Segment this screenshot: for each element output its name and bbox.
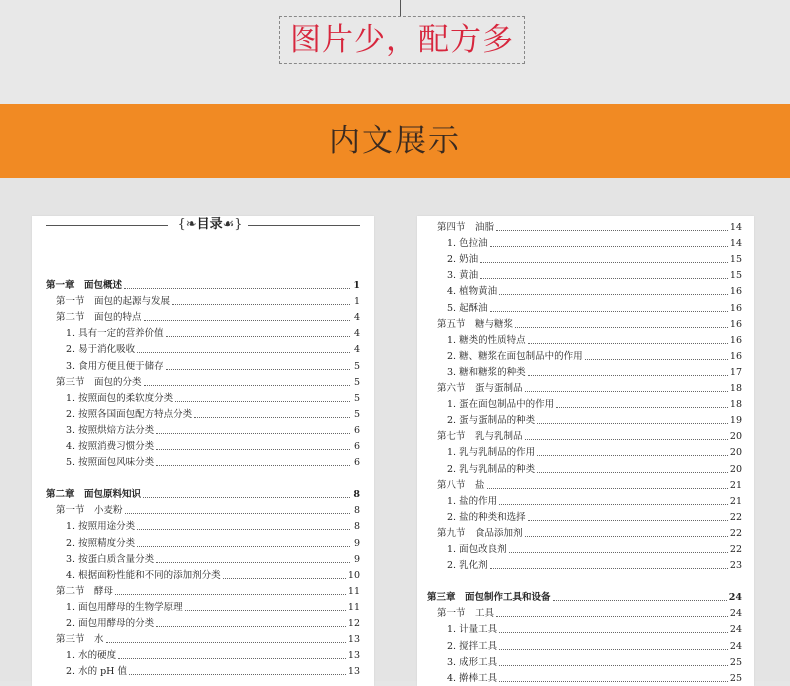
toc-entry-title: 2. 糖、糖浆在面包制品中的作用 [447,350,583,362]
toc-entry-title: 4. 根据面粉性能和不同的添加剂分类 [66,569,221,581]
toc-item [447,543,742,557]
toc-entry-title: 1. 按照用途分类 [66,521,136,533]
toc-page-number: 16 [729,286,742,298]
toc-entry-title: 4. 按照消费习惯分类 [66,441,155,452]
toc-item [66,392,360,406]
toc-leader-dots [175,392,350,402]
toc-item [66,456,360,470]
toc-leader-dots [480,253,728,263]
toc-entry-title: 第五节 糖与糖浆 [437,318,514,330]
toc-page-number: 19 [729,415,742,427]
toc-item [447,237,742,251]
slogan-box: 图片少，配方多 [279,16,525,64]
toc-leader-dots [499,495,728,505]
toc-page-number: 6 [353,424,360,436]
toc-section [437,479,742,493]
toc-page-number: 13 [347,634,360,646]
connector-line [400,0,401,16]
toc-item [447,511,742,525]
toc-chapter [46,279,360,293]
toc-entry-title: 第七节 乳与乳制品 [437,431,523,443]
toc-page-number: 21 [729,479,742,491]
toc-entry-title: 1. 水的硬度 [66,650,117,662]
toc-title [170,216,250,234]
toc-item [66,424,360,438]
toc-item [66,360,360,374]
toc-section [437,527,742,541]
toc-item [66,520,360,534]
toc-leader-dots [499,623,728,633]
toc-leader-dots [115,585,346,595]
toc-item [66,569,360,583]
toc-entry-title: 3. 成形工具 [447,656,498,668]
toc-item [447,463,742,477]
toc-leader-dots [499,672,728,682]
ornament-left-icon: {❧ [177,217,197,232]
toc-entry-title: 2. 奶油 [447,254,479,266]
toc-leader-dots [585,350,728,360]
toc-entry-title: 第三节 面包的分类 [56,376,142,388]
toc-entry-title: 1. 乳与乳制品的作用 [447,447,536,459]
toc-page-number: 5 [353,408,360,420]
toc-entry-title: 5. 起酥油 [447,302,488,314]
toc-entry-title: 1. 糖类的性质特点 [447,334,526,346]
toc-item [66,617,360,631]
toc-page-number: 14 [729,238,742,250]
toc-section [437,221,742,235]
toc-page-number: 8 [353,489,360,501]
toc-page-number: 8 [353,505,360,517]
toc-entry-title: 3. 黄油 [447,270,479,282]
toc-leader-dots [509,543,728,553]
toc-entry-title: 第九节 食品添加剂 [437,527,523,539]
toc-item [447,640,742,654]
toc-entry-title: 2. 易于消化吸收 [66,344,136,356]
toc-page-number: 1 [353,280,360,291]
toc-page-number: 4 [353,312,360,324]
toc-leader-dots [156,617,346,627]
toc-leader-dots [528,334,728,344]
toc-item [447,366,742,380]
toc-page-number: 16 [729,318,742,330]
toc-entry-title: 第三节 水 [56,634,104,646]
toc-page-number: 15 [729,254,742,266]
toc-item [66,327,360,341]
toc-page-number: 6 [353,441,360,452]
toc-item [447,302,742,316]
toc-page-number: 24 [729,640,742,652]
toc-entry-title: 1. 色拉油 [447,238,488,250]
toc-entry-title: 2. 蛋与蛋制品的种类 [447,415,536,427]
toc-page-number: 10 [347,569,360,581]
toc-page-number: 16 [729,334,742,346]
toc-entry-title: 1. 面包改良剂 [447,544,507,555]
toc-leader-dots [537,446,728,456]
toc-leader-dots [137,343,350,353]
toc-entry-title: 第二章 面包原料知识 [46,489,142,501]
toc-section [56,295,360,309]
toc-page-number: 21 [729,495,742,507]
toc-entry-title: 3. 食用方便且便于储存 [66,360,164,372]
toc-page-number: 12 [347,618,360,629]
toc-entry-title: 1. 面包用酵母的生物学原理 [66,601,183,613]
toc-page-number: 4 [353,344,360,356]
toc-page-right [417,216,754,686]
toc-page-left [32,216,374,686]
toc-leader-dots [537,463,728,473]
toc-item [66,440,360,454]
toc-entry-title: 4. 擀棒工具 [447,672,498,684]
toc-entry-title: 2. 乳化剂 [447,560,488,572]
toc-entry-title: 3. 按蛋白质含量分类 [66,553,155,565]
toc-leader-dots [490,302,728,312]
toc-leader-dots [106,633,346,643]
toc-leader-dots [487,479,728,489]
toc-item [447,350,742,364]
toc-page-number: 20 [729,431,742,443]
toc-entry-title: 第二节 酵母 [56,585,114,597]
toc-rule-right [248,225,360,226]
toc-leader-dots [156,424,350,434]
toc-leader-dots [156,456,350,466]
toc-entry-title: 1. 具有一定的营养价值 [66,328,164,340]
toc-leader-dots [144,311,350,321]
toc-section [56,376,360,390]
toc-item [447,414,742,428]
toc-leader-dots [499,285,728,295]
toc-item [447,253,742,267]
toc-item [447,656,742,670]
toc-item [447,285,742,299]
toc-entry-title: 5. 按照面包风味分类 [66,457,155,469]
toc-item [66,665,360,679]
toc-entry-title: 第四节 油脂 [437,222,495,233]
toc-page-number: 11 [347,601,360,613]
toc-section [56,585,360,599]
toc-page-number: 14 [729,222,742,233]
toc-item [447,398,742,412]
toc-leader-dots [490,237,728,247]
toc-leader-dots [490,559,728,569]
toc-entry-title: 第三章 面包制作工具和设备 [427,592,551,604]
toc-section [437,607,742,621]
toc-page-number: 22 [729,544,742,555]
toc-entry-title: 第八节 盐 [437,479,485,491]
toc-entry-title: 1. 盐的作用 [447,495,498,507]
toc-page-number: 17 [729,366,742,378]
toc-leader-dots [125,504,350,514]
toc-leader-dots [144,376,350,386]
toc-section [437,430,742,444]
toc-item [447,446,742,460]
toc-leader-dots [556,398,728,408]
toc-page-number: 16 [729,302,742,314]
toc-item [66,649,360,663]
toc-item [66,601,360,615]
toc-section [56,633,360,647]
toc-page-number: 22 [729,527,742,539]
toc-item [66,553,360,567]
toc-entry-title: 2. 水的 pH 值 [66,666,127,678]
toc-leader-dots [496,607,728,617]
section-banner: 内文展示 [0,104,790,178]
toc-entry-title: 1. 按照面包的柔软度分类 [66,392,174,404]
toc-page-number: 11 [347,585,360,597]
toc-leader-dots [166,327,350,337]
toc-leader-dots [528,511,728,521]
toc-item [66,408,360,422]
toc-entry-title: 2. 盐的种类和选择 [447,511,526,523]
toc-leader-dots [166,360,350,370]
toc-leader-dots [525,430,728,440]
toc-entry-title: 2. 按照精度分类 [66,537,136,549]
toc-leader-dots [499,640,728,650]
toc-page-number: 18 [729,383,742,394]
toc-entry-title: 第一节 工具 [437,608,495,620]
toc-leader-dots [480,269,728,279]
toc-leader-dots [137,537,350,547]
toc-title-text: 目录 [196,217,223,232]
toc-entry-title: 第二节 面包的特点 [56,312,142,324]
toc-page-number: 23 [729,560,742,572]
toc-leader-dots [525,382,728,392]
toc-page-number: 16 [729,350,742,362]
toc-section [437,318,742,332]
toc-item [447,672,742,686]
toc-leader-dots [537,414,728,424]
toc-leader-dots [194,408,350,418]
ornament-right-icon: ☙} [222,217,243,232]
toc-page-number: 13 [347,666,360,678]
toc-leader-dots [553,591,727,601]
toc-leader-dots [156,553,350,563]
toc-item [66,537,360,551]
toc-page-number: 13 [347,650,360,662]
toc-entry-title: 2. 按照各国面包配方特点分类 [66,408,193,420]
toc-leader-dots [124,279,350,289]
toc-section [56,504,360,518]
toc-leader-dots [143,488,350,498]
toc-page-number: 8 [353,521,360,533]
toc-entry-title: 2. 乳与乳制品的种类 [447,463,536,475]
toc-page-number: 20 [729,463,742,475]
toc-chapter [427,591,742,605]
toc-header [46,216,360,234]
toc-leader-dots [129,665,346,675]
toc-entry-title: 第一节 小麦粉 [56,505,123,517]
toc-leader-dots [156,440,350,450]
toc-page-number: 1 [353,296,360,308]
toc-leader-dots [223,569,346,579]
toc-page-number: 24 [729,624,742,636]
toc-entry-title: 1. 计量工具 [447,624,498,636]
toc-leader-dots [528,366,728,376]
toc-entry-title: 1. 蛋在面包制品中的作用 [447,399,555,411]
toc-page-number: 25 [729,672,742,684]
toc-entry-title: 第六节 蛋与蛋制品 [437,383,523,394]
toc-leader-dots [118,649,346,659]
toc-item [66,343,360,357]
toc-leader-dots [496,221,728,231]
toc-item [447,559,742,573]
toc-page-number: 6 [353,457,360,469]
toc-section [56,311,360,325]
toc-page-number: 20 [729,447,742,459]
toc-entry-title: 4. 植物黄油 [447,286,498,298]
toc-page-number: 5 [353,392,360,404]
toc-entry-title: 2. 搅拌工具 [447,640,498,652]
toc-chapter [46,488,360,502]
toc-page-number: 15 [729,270,742,282]
toc-page-number: 9 [353,553,360,565]
toc-page-number: 24 [728,592,742,604]
toc-leader-dots [525,527,728,537]
toc-page-number: 4 [353,328,360,340]
toc-leader-dots [137,520,350,530]
toc-entry-title: 3. 糖和糖浆的种类 [447,366,526,378]
toc-entry-title: 第一章 面包概述 [46,280,123,291]
toc-entry-title: 3. 按照烘焙方法分类 [66,424,155,436]
toc-page-number: 9 [353,537,360,549]
toc-section [437,382,742,396]
toc-page-number: 24 [729,608,742,620]
toc-item [447,495,742,509]
toc-rule-left [46,225,168,226]
toc-leader-dots [185,601,346,611]
toc-leader-dots [172,295,350,305]
toc-page-number: 5 [353,360,360,372]
toc-page-number: 18 [729,399,742,411]
toc-entry-title: 第一节 面包的起源与发展 [56,296,171,308]
toc-leader-dots [499,656,728,666]
toc-page-number: 22 [729,511,742,523]
toc-entry-title: 2. 面包用酵母的分类 [66,618,155,629]
toc-item [447,269,742,283]
toc-item [447,623,742,637]
toc-page-number: 5 [353,376,360,388]
toc-leader-dots [515,318,728,328]
toc-page-number: 25 [729,656,742,668]
toc-item [447,334,742,348]
